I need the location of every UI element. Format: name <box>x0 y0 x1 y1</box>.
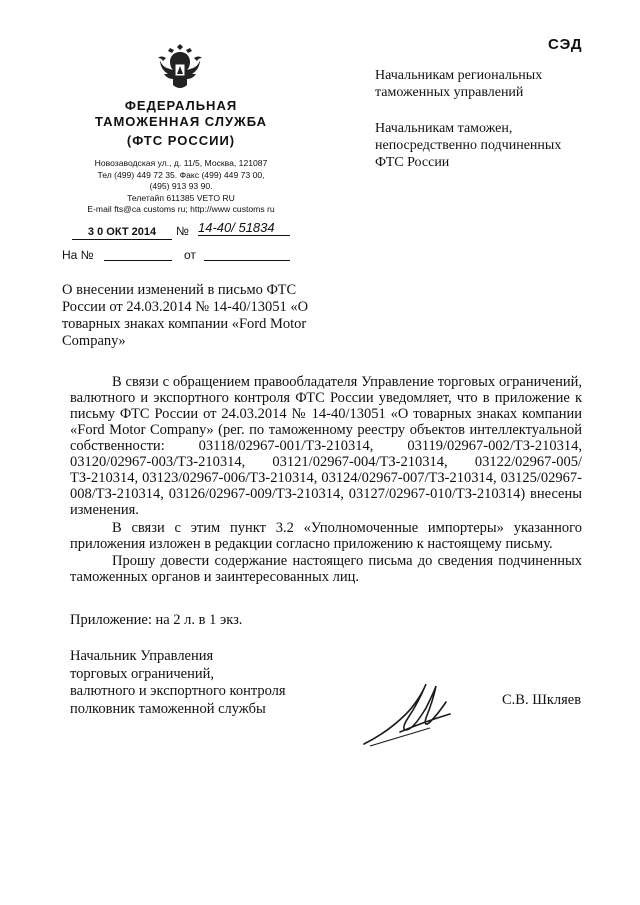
letter-subject: О внесении изменений в письмо ФТС России от 24.03.2014 № 14-40/13051 «О товарных знаках компании «Ford Motor Company» <box>62 282 309 349</box>
position-line-3: валютного и экспортного контроля <box>70 683 286 699</box>
reference-date-blank <box>204 260 290 261</box>
position-line-4: полковник таможенной службы <box>70 700 266 717</box>
registration-date-stamp: 3 0 ОКТ 2014 <box>72 226 172 240</box>
contact-email-web: E-mail fts@ca customs ru; http://www customs ru <box>87 204 275 214</box>
handwritten-signature-icon <box>360 670 460 752</box>
reference-date-label: от <box>184 248 196 262</box>
document-system-mark: СЭД <box>548 36 583 53</box>
body-paragraph-1: В связи с обращением правообладателя Управление торговых ограничений, валютного и экспортного контроля ФТС России уведомляет, что в приложение к письму ФТС России от 24.03.2014 № 14-40/13051 «О товарных знаках компании «Ford Motor Company» (рег. по таможенному реестру объектов интеллектуальной собственности: 03118/02967-001/ТЗ-210314, 03119/02967-002/ТЗ-210314, 03120/02967-003/ТЗ-210314, 03121/02967-004/ТЗ-210314, 03122/02967-005/ТЗ-210314, 03123/02967-006/ТЗ-210314, 03124/02967-007/ТЗ-210314, 03125/02967-008/ТЗ-210314, 03126/02967-009/ТЗ-210314, 03127/02967-010/ТЗ-210314) внесены изменения. <box>70 374 582 518</box>
double-headed-eagle-emblem-icon <box>156 40 204 94</box>
sender-name-line2: ТАМОЖЕННАЯ СЛУЖБА <box>94 114 268 129</box>
addressee-customs: Начальникам таможен, непосредственно подчиненных ФТС России <box>375 121 562 170</box>
position-line-2: торговых ограничений, <box>70 665 214 682</box>
sender-name-line1: ФЕДЕРАЛЬНАЯ <box>124 98 238 113</box>
registration-number: 14-40/ 51834 <box>198 220 290 236</box>
sender-abbreviation: (ФТС РОССИИ) <box>126 133 236 148</box>
addressee-regional: Начальникам региональных таможенных управлений <box>375 68 543 100</box>
signatory-name: С.В. Шкляев <box>502 692 582 708</box>
attachment-note: Приложение: на 2 л. в 1 экз. <box>70 612 243 628</box>
registration-number-label: № <box>176 224 189 238</box>
reference-number-blank <box>104 260 172 261</box>
reference-number-label: На № <box>62 248 94 262</box>
sender-contacts <box>56 158 306 216</box>
body-paragraph-2: В связи с этим пункт 3.2 «Уполномоченные импортеры» указанного приложения изложен в редакции согласно приложению к настоящему письму. <box>70 520 582 552</box>
contact-phone-extra: (495) 913 93 90. <box>149 181 213 191</box>
contact-teletype: Телетайп 611385 VETO RU <box>127 192 235 203</box>
body-paragraph-3: Прошу довести содержание настоящего письма до сведения подчиненных таможенных органов и заинтересованных лиц. <box>70 553 582 585</box>
contact-address: Новозаводская ул., д. 11/5, Москва, 121087 <box>94 158 268 168</box>
position-line-1: Начальник Управления <box>70 648 214 664</box>
signatory-position <box>70 648 330 718</box>
contact-phone: Тел (499) 449 72 35. Факс (499) 449 73 00, <box>97 169 265 180</box>
